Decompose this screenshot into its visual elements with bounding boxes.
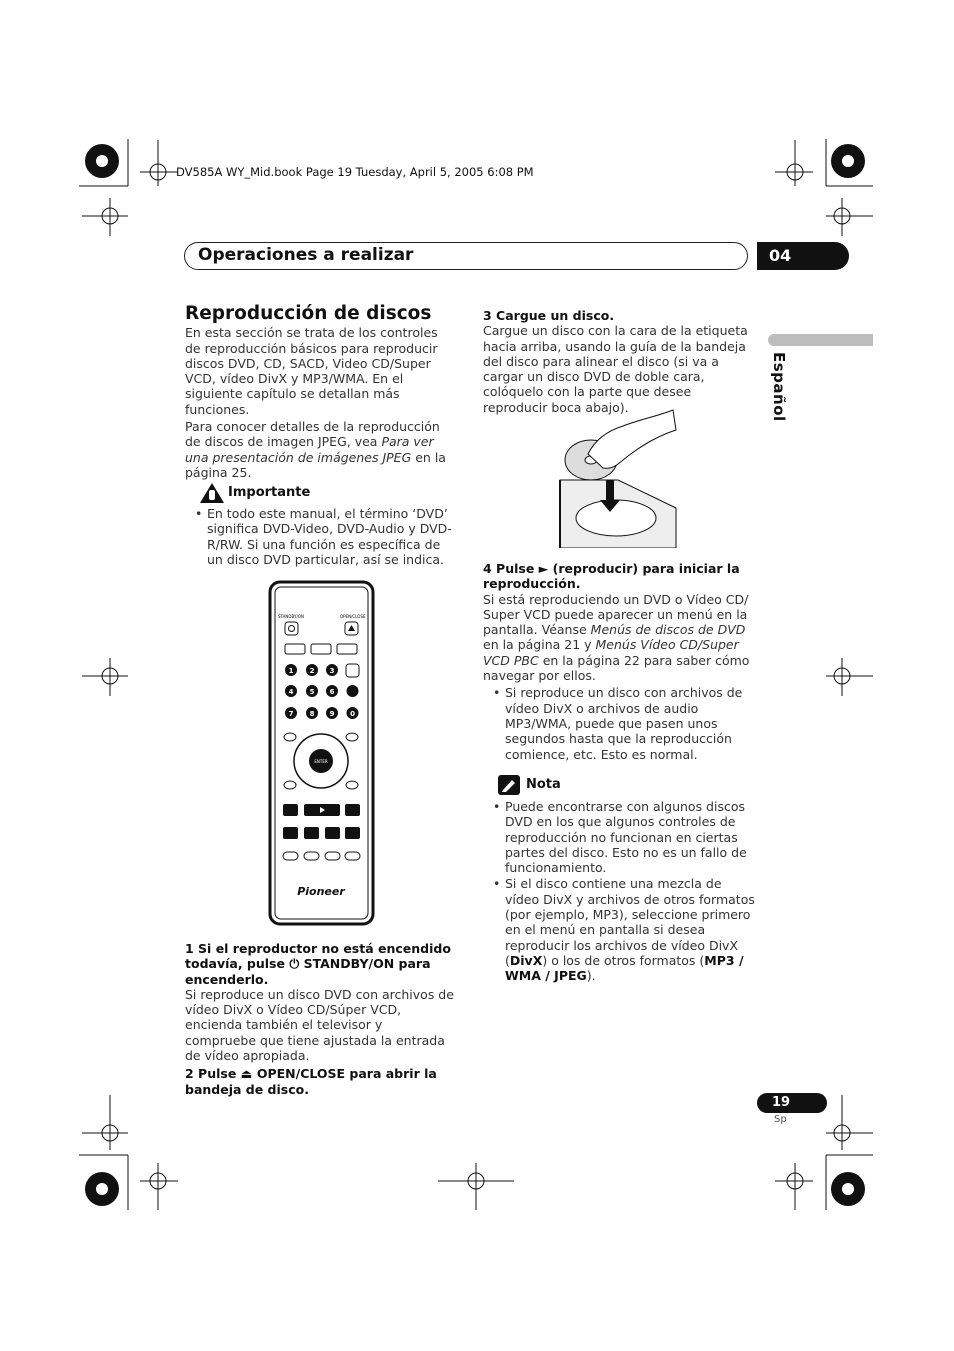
left-column (185, 303, 457, 480)
step-4-heading-end: (reproducir) para iniciar la reproducción. (483, 561, 740, 592)
step-4-bullet: • Si reproduce un disco con archivos de vídeo DivX o archivos de audio MP3/WMA, puede que pasen unos segundos hasta que la reproducción comience, etc. Esto es normal. (483, 685, 758, 761)
intro-reference: Para ver una presentación de imágenes JPEG (185, 434, 434, 465)
play-icon: ► (538, 561, 549, 576)
step-4-body-end: en la página 22 para saber cómo navegar por ellos. (483, 652, 750, 684)
page-language-code: Sp (774, 1114, 787, 1125)
remote-brand-logo: Pioneer (297, 885, 345, 898)
remote-key-8: 8 (309, 710, 315, 718)
remote-key-7: 7 (288, 710, 294, 718)
step-4-heading (483, 561, 758, 592)
remote-key-6: 6 (329, 688, 335, 696)
disc-loading-illustration (558, 408, 678, 548)
remote-key-4: 4 (288, 688, 294, 696)
intro-paragraph-2 (185, 419, 457, 480)
remote-standby-label: STANDBY/ON (278, 614, 304, 619)
nota-bullet-2 (483, 876, 758, 983)
step-2-heading-text: 2 Pulse (185, 1066, 241, 1082)
nota-formats-label: MP3 / WMA / JPEG (505, 952, 744, 984)
remote-key-3: 3 (329, 667, 335, 675)
nota-bullet-2-end: ). (586, 968, 596, 984)
step-3-heading: 3 Cargue un disco. (483, 308, 615, 323)
remote-key-1: 1 (288, 667, 294, 675)
remote-key-5: 5 (309, 688, 315, 696)
intro-text-end: en la página 25. (185, 449, 446, 480)
step-4-reference-1: Menús de discos de DVD (590, 622, 746, 638)
file-header: DV585A WY_Mid.book Page 19 Tuesday, April 5, 2005 6:08 PM (176, 165, 534, 179)
step-1-heading-text: 1 Si el reproductor no está encendido todavía, pulse (185, 941, 451, 972)
nota-bullet-1: • Puede encontrarse con algunos discos DVD en los que algunos controles de reproducción no funcionan en ciertas partes del disco. Esto no es un fallo de funcionamiento. (483, 799, 758, 875)
eject-icon: ⏏ (240, 1066, 253, 1082)
right-column (483, 308, 758, 415)
section-title: Reproducción de discos (185, 303, 432, 324)
step-4-reference-2: Menús Vídeo CD/Super VCD PBC (483, 637, 739, 668)
remote-key-0: 0 (350, 710, 355, 718)
note-pencil-icon (498, 775, 520, 795)
step-3-body: Cargue un disco con la cara de la etiqueta hacia arriba, usando la guía de la bandeja del disco para alinear el disco (si va a cargar un disco DVD de doble cara, colóquelo con la parte que desee reproducir boca abajo). (483, 323, 748, 415)
page-number: 19 (757, 1093, 827, 1113)
steps-left (185, 941, 457, 1097)
step-2-heading-end: OPEN/CLOSE para abrir la bandeja de disco. (185, 1066, 437, 1097)
language-label: Español (770, 352, 788, 422)
intro-text: Para conocer detalles de la reproducción de discos de imagen JPEG, vea (185, 419, 440, 450)
nota-block (483, 775, 758, 984)
step-4-heading-text: 4 Pulse (483, 561, 539, 576)
step-1-body: Si reproduce un disco DVD con archivos de vídeo DivX o Vídeo CD/Súper VCD, encienda también el televisor y compruebe que tiene ajustada la entrada de vídeo apropiada. (185, 986, 454, 1064)
step-4-body (483, 592, 758, 684)
step-4-block (483, 561, 758, 762)
nota-divx-label: DivX (509, 952, 543, 968)
remote-control-illustration (268, 580, 376, 928)
chapter-number: 04 (757, 242, 849, 270)
remote-key-2: 2 (309, 667, 315, 675)
remote-key-9: 9 (329, 710, 335, 718)
step-2-heading (185, 1066, 457, 1097)
nota-bullet-2-text: Si el disco contiene una mezcla de vídeo DivX y archivos de otros formatos (por ejemplo, MP3), seleccione primero en el menú en pantalla si desea reproducir los archivos de vídeo DivX ( (505, 876, 755, 968)
step-4-body-mid: en la página 21 y (483, 637, 596, 653)
importante-block (185, 482, 457, 567)
importante-heading: Importante (228, 485, 311, 501)
intro-paragraph-1: En esta sección se trata de los controles de reproducción básicos para reproducir discos DVD, CD, SACD, Video CD/Super VCD, vídeo DivX y MP3/WMA. En el siguiente capítulo se detallan más funciones. (185, 325, 438, 417)
remote-enter-label: ENTER (314, 759, 328, 764)
step-4-body-text: Si está reproduciendo un DVD o Vídeo CD/ Super VCD puede aparecer un menú en la pantalla. Véanse (483, 591, 749, 638)
remote-open-label: OPEN/CLOSE (340, 614, 366, 619)
step-1-heading-end: STANDBY/ON para encenderlo. (185, 956, 431, 987)
power-icon: ⏻ (289, 956, 300, 972)
nota-heading: Nota (526, 777, 561, 793)
step-1-heading (185, 941, 457, 987)
chapter-title: Operaciones a realizar (198, 245, 414, 265)
nota-bullet-2-mid: ) o los de otros formatos ( (542, 952, 705, 968)
importante-bullet: • En todo este manual, el término ‘DVD’ significa DVD-Video, DVD-Audio y DVD-R/RW. Si una función es específica de un disco DVD particular, así se indica. (185, 506, 457, 567)
language-tab (768, 334, 873, 346)
warning-hand-icon (199, 482, 225, 504)
